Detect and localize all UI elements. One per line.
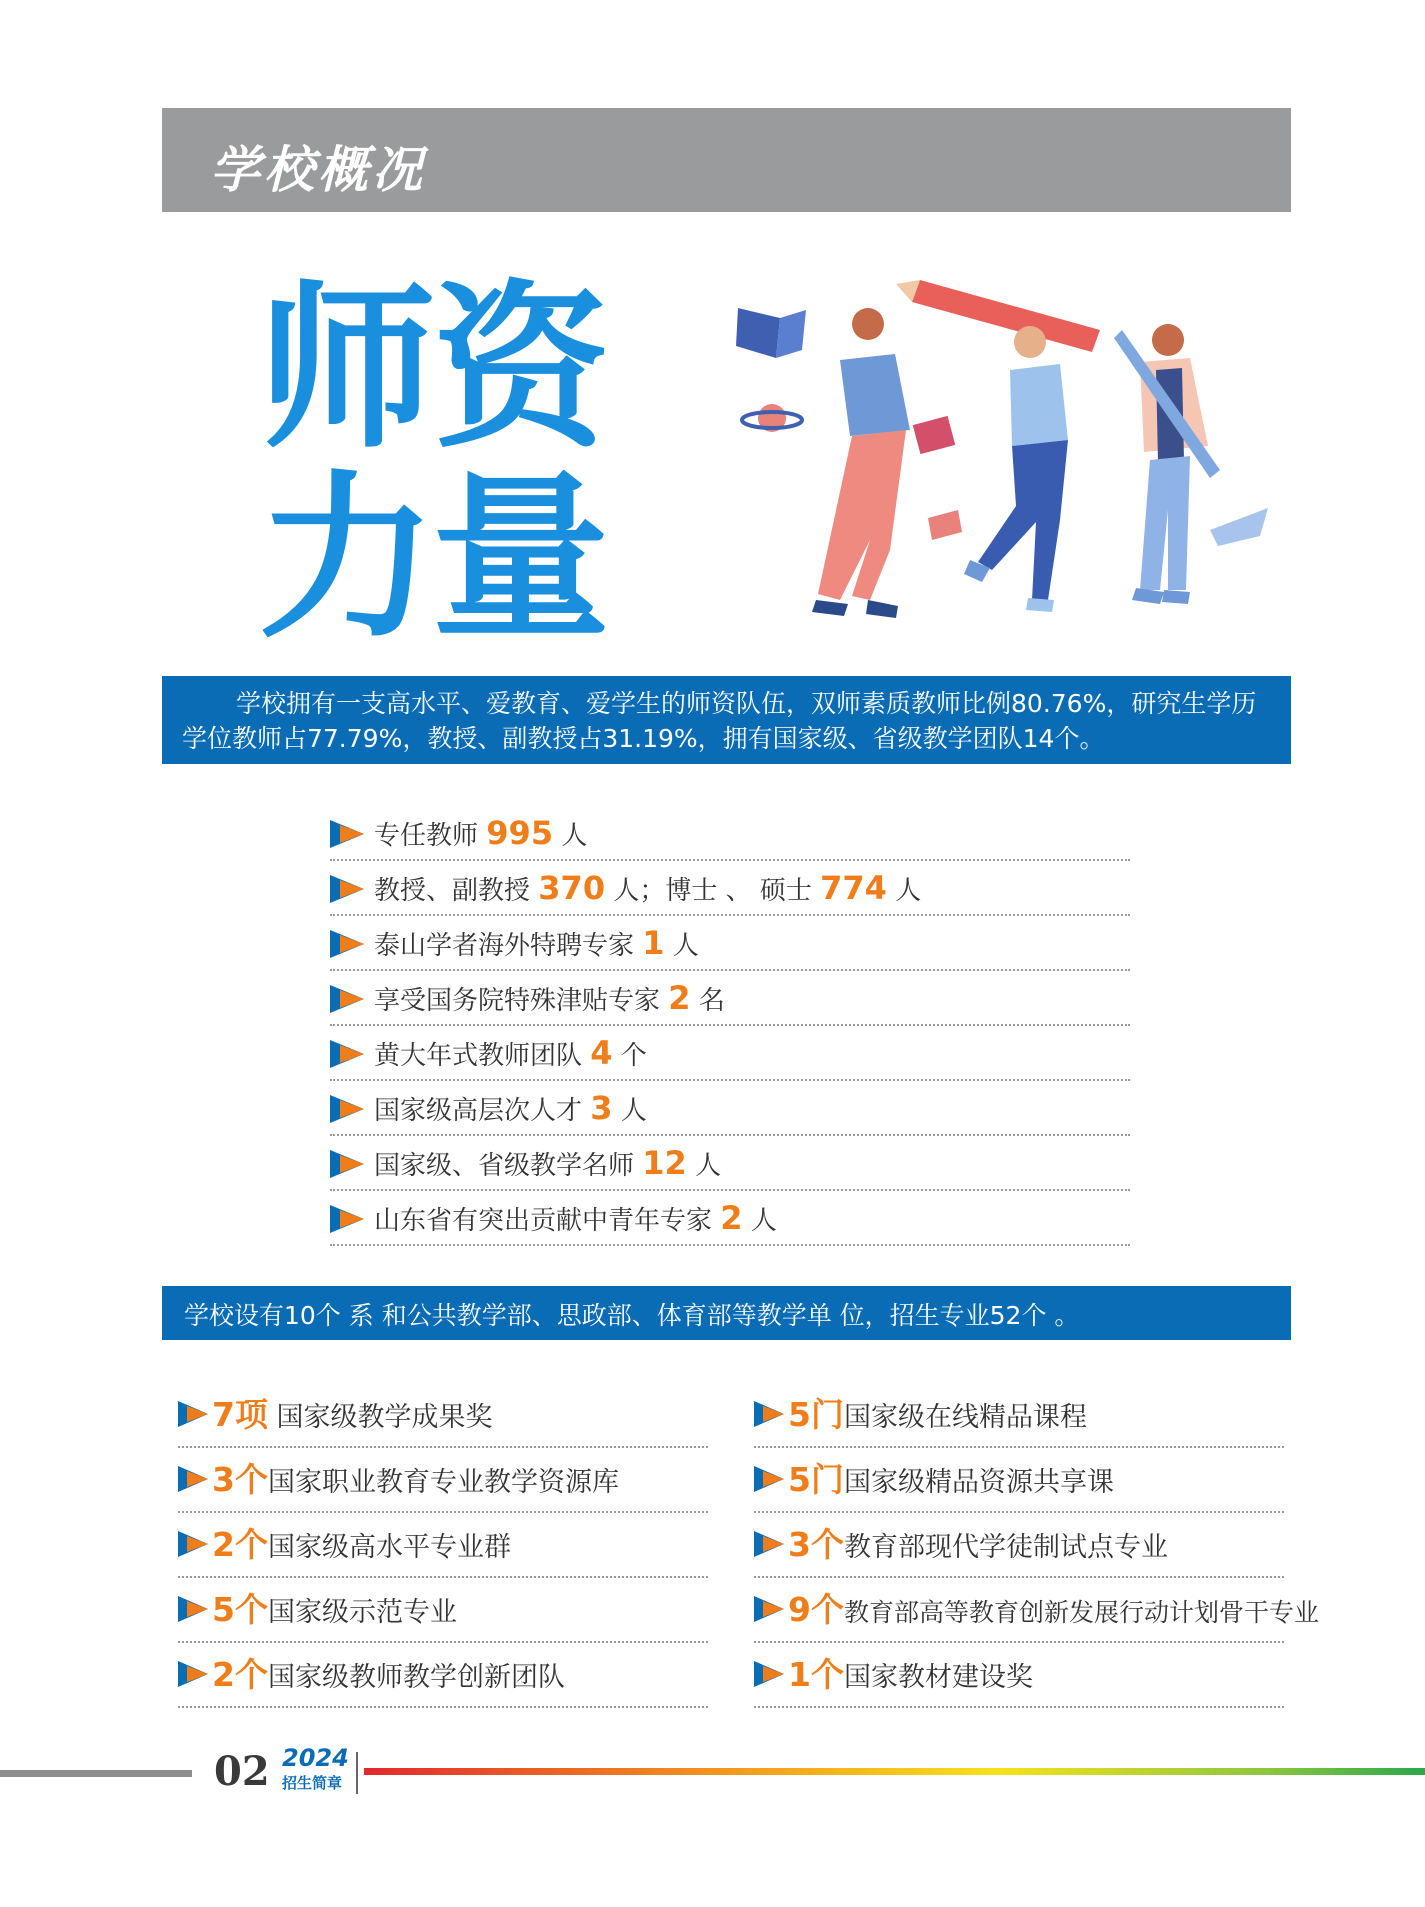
list-item	[330, 1191, 1130, 1246]
list-item	[754, 1513, 1284, 1578]
stat-label: 专任教师	[374, 821, 479, 851]
stat-label: 国家级高层次人才	[374, 1096, 583, 1126]
arrow-icon	[178, 1661, 208, 1687]
intro-banner	[162, 676, 1291, 764]
stat-number: 12	[642, 1144, 687, 1182]
achievement-label: 国家级教学成果奖	[267, 1402, 493, 1433]
stat-label: 享受国务院特殊津贴专家	[374, 986, 661, 1016]
achievement-label: 教育部高等教育创新发展行动计划骨干专业	[843, 1598, 1319, 1627]
planet-icon	[742, 404, 802, 432]
footer-separator	[356, 1752, 358, 1794]
teachers-illustration	[720, 270, 1300, 650]
stat-label: 教授、副教授	[374, 876, 531, 906]
stat-number: 2	[668, 979, 691, 1017]
achievement-count: 1个	[788, 1655, 844, 1694]
stat-number-2: 774	[820, 869, 887, 907]
achievement-count: 3个	[788, 1525, 844, 1564]
list-item	[330, 1081, 1130, 1136]
intro-text: 学校拥有一支高水平、爱教育、爱学生的师资队伍，双师素质教师比例80.76%，研究生学历学位教师占77.79%，教授、副教授占31.19%，拥有国家级、省级教学团队14个。	[182, 689, 1257, 753]
list-item	[754, 1578, 1319, 1643]
achievement-count: 3个	[212, 1460, 268, 1499]
stat-label: 泰山学者海外特聘专家	[374, 931, 635, 961]
arrow-icon	[754, 1661, 784, 1687]
units-text: 学校设有10个 系 和公共教学部、思政部、体育部等教学单 位，招生专业52个 。	[184, 1301, 1080, 1330]
stat-label: 黄大年式教师团队	[374, 1041, 583, 1071]
achievement-label: 国家教材建设奖	[843, 1662, 1033, 1693]
list-item	[178, 1513, 708, 1578]
stat-unit: 人	[695, 1151, 722, 1181]
stat-unit: 人	[750, 1206, 777, 1236]
list-item	[330, 806, 1130, 861]
arrow-icon	[178, 1596, 208, 1622]
achievement-label: 国家级教师教学创新团队	[267, 1662, 565, 1693]
arrow-icon	[330, 1205, 364, 1233]
stat-label: 山东省有突出贡献中青年专家	[374, 1206, 713, 1236]
stat-unit: 人	[561, 821, 588, 851]
achievements-right-column	[754, 1383, 1319, 1708]
list-item	[330, 1026, 1130, 1081]
footer-year: 2024	[282, 1744, 349, 1772]
achievement-label: 教育部现代学徒制试点专业	[843, 1532, 1168, 1563]
stat-number: 2	[720, 1199, 743, 1237]
stat-number: 995	[486, 814, 554, 852]
list-item	[330, 861, 1130, 916]
stat-number: 3	[590, 1089, 613, 1127]
list-item	[178, 1448, 708, 1513]
stat-unit: 人	[672, 931, 699, 961]
page-number: 02	[214, 1748, 270, 1795]
achievement-label: 国家级示范专业	[267, 1597, 457, 1628]
section-header-bar	[162, 108, 1291, 212]
achievement-label: 国家级在线精品课程	[843, 1402, 1087, 1433]
faculty-stats-list	[330, 806, 1130, 1246]
section-title: 学校概况	[210, 141, 426, 199]
stat-number: 1	[642, 924, 665, 962]
paper-plane-icon	[1210, 508, 1268, 546]
list-item	[178, 1643, 708, 1708]
stat-number: 4	[590, 1034, 613, 1072]
achievement-count: 9个	[788, 1590, 844, 1629]
arrow-icon	[754, 1596, 784, 1622]
book-icon	[736, 308, 806, 358]
list-item	[178, 1383, 708, 1448]
arrow-icon	[178, 1401, 208, 1427]
footer-rainbow-rule	[364, 1768, 1425, 1775]
arrow-icon	[754, 1466, 784, 1492]
units-banner	[162, 1286, 1291, 1340]
arrow-icon	[330, 1095, 364, 1123]
arrow-icon	[330, 820, 364, 848]
stat-unit: 个	[620, 1041, 647, 1071]
hero-title-line2: 力量	[258, 455, 606, 662]
arrow-icon	[330, 875, 364, 903]
person-1	[812, 308, 955, 618]
stat-unit: 人；博士 、 硕士	[613, 876, 812, 906]
arrow-icon	[178, 1531, 208, 1557]
achievement-label: 国家职业教育专业教学资源库	[267, 1467, 619, 1498]
arrow-icon	[754, 1401, 784, 1427]
stat-unit: 人	[620, 1096, 647, 1126]
list-item	[330, 1136, 1130, 1191]
footer-rule-left	[0, 1770, 192, 1777]
stat-unit: 名	[698, 986, 725, 1016]
list-item	[330, 916, 1130, 971]
pencil-icon	[896, 280, 1100, 352]
hero-title-line1: 师资	[258, 265, 606, 472]
achievement-count: 2个	[212, 1655, 268, 1694]
list-item	[178, 1578, 708, 1643]
list-item	[754, 1643, 1284, 1708]
arrow-icon	[754, 1531, 784, 1557]
achievement-label: 国家级精品资源共享课	[843, 1467, 1114, 1498]
achievement-count: 2个	[212, 1525, 268, 1564]
achievement-count: 5个	[212, 1590, 268, 1629]
stat-number: 370	[538, 869, 606, 907]
achievement-count: 5门	[788, 1395, 844, 1434]
arrow-icon	[330, 930, 364, 958]
card-icon	[928, 510, 962, 540]
achievement-count: 5门	[788, 1460, 844, 1499]
stat-label: 国家级、省级教学名师	[374, 1151, 635, 1181]
list-item	[754, 1383, 1284, 1448]
stat-unit-2: 人	[895, 876, 922, 906]
footer-subtitle: 招生简章	[282, 1774, 343, 1792]
arrow-icon	[330, 1040, 364, 1068]
person-2	[964, 326, 1068, 612]
arrow-icon	[330, 1150, 364, 1178]
arrow-icon	[330, 985, 364, 1013]
achievement-label: 国家级高水平专业群	[267, 1532, 511, 1563]
list-item	[330, 971, 1130, 1026]
achievement-count: 7项	[212, 1395, 268, 1434]
arrow-icon	[178, 1466, 208, 1492]
person-3	[1114, 324, 1220, 604]
achievements-left-column	[178, 1383, 708, 1708]
list-item	[754, 1448, 1284, 1513]
